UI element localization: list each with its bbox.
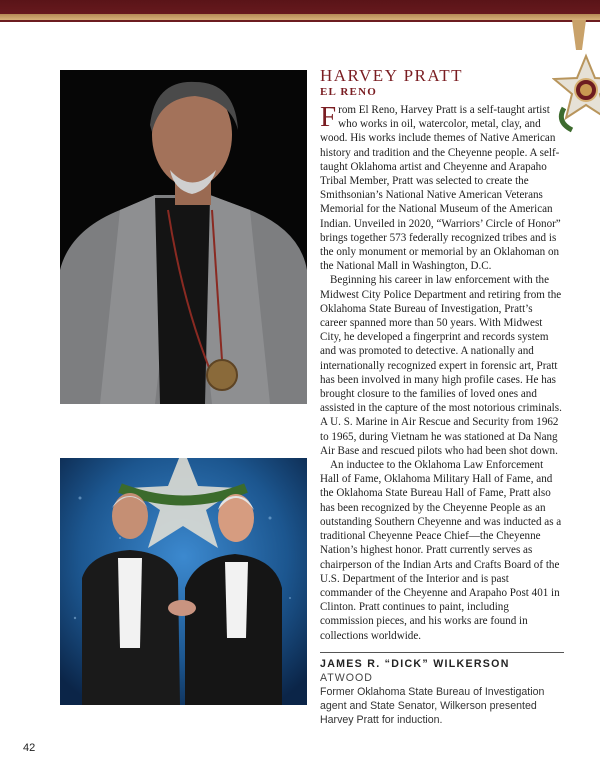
biography-text: [320, 103, 562, 643]
presenter-bio: Former Oklahoma State Bureau of Investigation agent and State Senator, Wilkerson presented Harvey Pratt for induction.: [320, 686, 545, 726]
presenter-block: [320, 657, 564, 727]
top-gold-stripe: [0, 14, 600, 20]
biography-paragraph-2: Beginning his career in law enforcement with the Midwest City Police Department and retiring from the Oklahoma State Bureau of Investigation, Pratt’s career spanned more than 50 years. With Midwest City, he developed a fingerprint and records system and was promoted to detective. A nationally and internationally recognized expert in forensic art, Pratt has been involved in many high profile cases. He has brought closure to the families of loved ones and assisted in the capture of the most notorious criminals. A U. S. Marine in Air Rescue and Security from 1962 to 1965, during Vietnam he was stationed at Da Nang Air Base and rescued pilots who had been shot down.: [320, 274, 562, 457]
page-number: 42: [23, 742, 36, 754]
induction-photo: [60, 458, 307, 705]
inductee-town: EL RENO: [320, 86, 377, 98]
presenter-town: ATWOOD: [320, 672, 373, 684]
paragraph-1-text: rom El Reno, Harvey Pratt is a self-taught artist who works in oil, watercolor, metal, clay, and wood. His works include themes of Native American history and tradition and the Cheyenne people. A self-taught Oklahoma artist and Cheyenne and Arapaho Tribal Member, Pratt was selected to create the Smithsonian’s National Native American Veterans Memorial for the National Museum of the American Indian. Unveiled in 2020, “Warriors’ Circle of Honor” brings together 573 federally recognized tribes and is the only monument or memorial by an Oklahoman on the National Mall in Washington, D.C.: [320, 104, 561, 273]
presenter-name: JAMES R. “DICK” WILKERSON: [320, 658, 510, 670]
divider-rule: [320, 652, 564, 653]
inductee-name: HARVEY PRATT: [320, 66, 464, 85]
biography-paragraph-3: An inductee to the Oklahoma Law Enforcement Hall of Fame, Oklahoma Military Hall of Fame, and the Oklahoma State Bureau Hall of Fame, Pratt also has been recognized by the Cheyenne People as an outstanding Southern Cheyenne and was inducted as a traditional Cheyenne Peace Chief—the Cheyenne Nation’s highest honor. Pratt currently serves as chairperson of the Indian Arts and Crafts Board of the U.S. Department of the Interior and is past commander of the Cheyenne and Arapaho Post 401 in Clinton. Pratt continues to paint, including commission pieces, and his works are found in collections worldwide.: [320, 459, 562, 642]
biography-paragraph-1: [320, 103, 562, 273]
drop-cap: F: [320, 101, 337, 133]
portrait-photo: [60, 70, 307, 404]
